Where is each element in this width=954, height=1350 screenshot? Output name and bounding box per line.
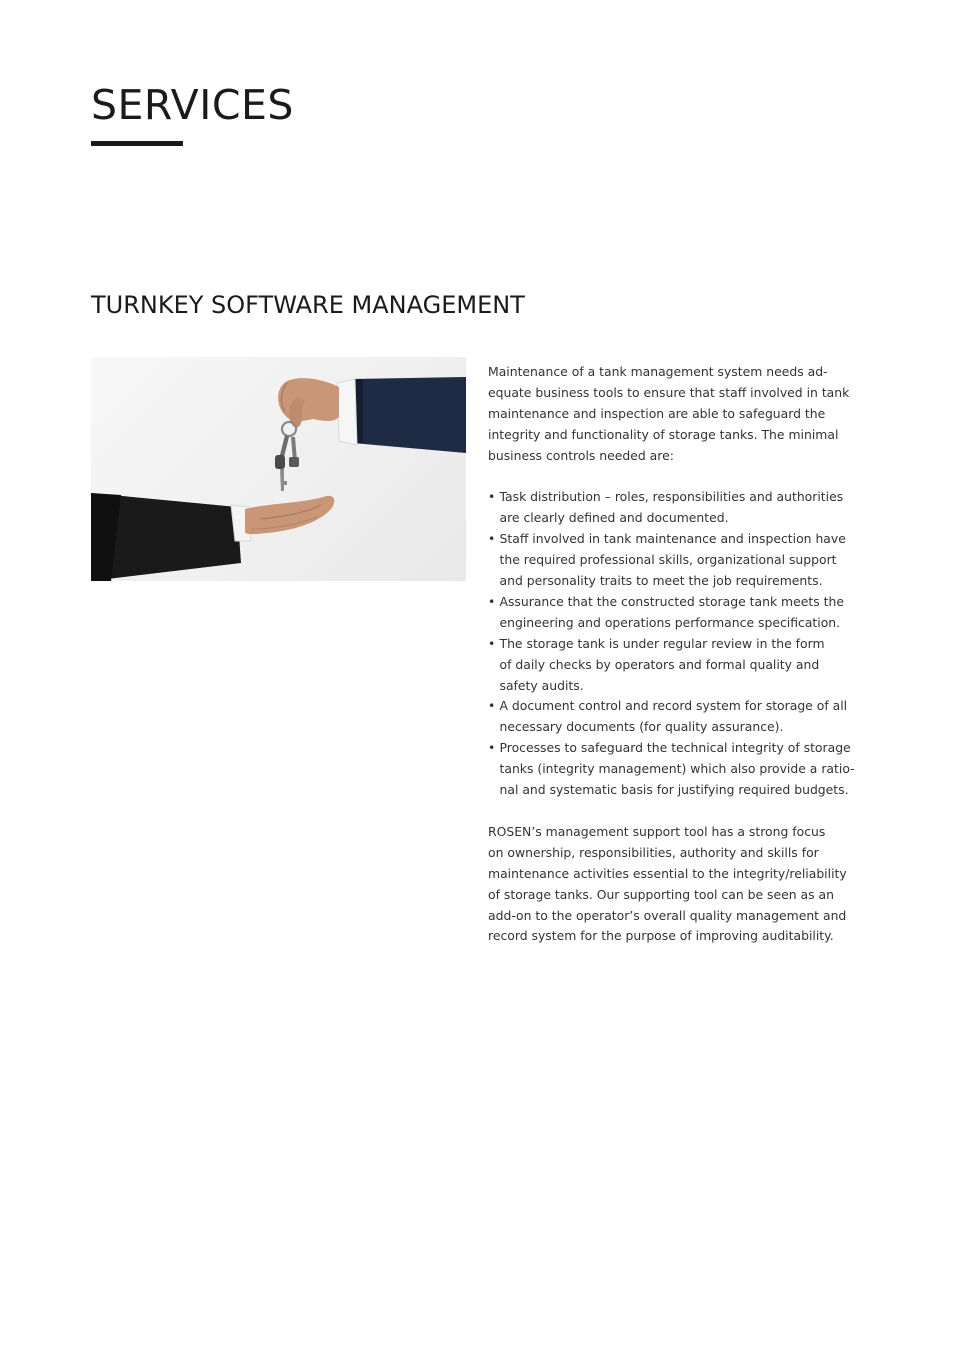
key-handover-photo [91, 357, 466, 581]
closing-line: record system for the purpose of improving auditability. [488, 928, 834, 944]
closing-line: add-on to the operator’s overall quality management and [488, 907, 847, 923]
list-item-line: of daily checks by operators and formal quality and [499, 656, 820, 672]
upper-hand [278, 378, 339, 427]
list-item [488, 696, 868, 738]
list-item-line: Staff involved in tank maintenance and inspection have [499, 531, 846, 547]
intro-line: integrity and functionality of storage tanks. The minimal [488, 426, 839, 442]
list-item-line: necessary documents (for quality assurance). [499, 719, 784, 735]
list-item-line: tanks (integrity management) which also provide a ratio- [499, 761, 855, 777]
upper-cuff [337, 379, 357, 445]
list-item-line: Processes to safeguard the technical integrity of storage [499, 740, 851, 756]
keys [275, 422, 299, 491]
list-item [488, 634, 868, 697]
lower-hand [245, 496, 334, 534]
list-item-line: Assurance that the constructed storage tank meets the [499, 593, 844, 609]
bullet-marker: • [488, 740, 496, 756]
bullet-marker: • [488, 531, 496, 547]
bullet-marker: • [488, 698, 496, 714]
section-title: TURNKEY SOFTWARE MANAGEMENT [91, 291, 525, 319]
page-title: SERVICES [91, 81, 294, 129]
list-item-line: are clearly defined and documented. [499, 510, 729, 526]
list-item-line: nal and systematic basis for justifying required budgets. [499, 782, 849, 798]
list-item-line: safety audits. [499, 677, 584, 693]
title-underline [91, 141, 183, 146]
list-item [488, 529, 868, 592]
bullet-marker: • [488, 489, 496, 505]
intro-line: Maintenance of a tank management system needs ad- [488, 364, 828, 379]
closing-paragraph [488, 822, 868, 947]
list-item [488, 738, 868, 801]
closing-line: of storage tanks. Our supporting tool can be seen as an [488, 886, 834, 902]
list-item [488, 487, 868, 529]
list-item-line: engineering and operations performance specification. [499, 614, 841, 630]
list-item-line: and personality traits to meet the job requirements. [499, 573, 823, 589]
list-item-line: The storage tank is under regular review in the form [499, 635, 825, 651]
closing-line: on ownership, responsibilities, authority and skills for [488, 844, 819, 860]
list-item [488, 592, 868, 634]
intro-line: business controls needed are: [488, 447, 674, 463]
intro-line: maintenance and inspection are able to safeguard the [488, 405, 826, 421]
closing-line: maintenance activities essential to the integrity/reliability [488, 865, 847, 881]
lower-sleeve [91, 493, 241, 581]
list-item-line: Task distribution – roles, responsibilities and authorities [499, 489, 844, 505]
body-text [488, 362, 868, 947]
list-item-line: A document control and record system for storage of all [499, 698, 848, 714]
intro-paragraph [488, 362, 868, 467]
closing-line: ROSEN’s management support tool has a strong focus [488, 823, 826, 839]
intro-line: equate business tools to ensure that staff involved in tank [488, 384, 850, 400]
bullet-marker: • [488, 635, 496, 651]
upper-sleeve [353, 377, 466, 453]
list-item-line: the required professional skills, organizational support [499, 552, 837, 568]
bullet-marker: • [488, 593, 496, 609]
controls-list [488, 487, 868, 801]
